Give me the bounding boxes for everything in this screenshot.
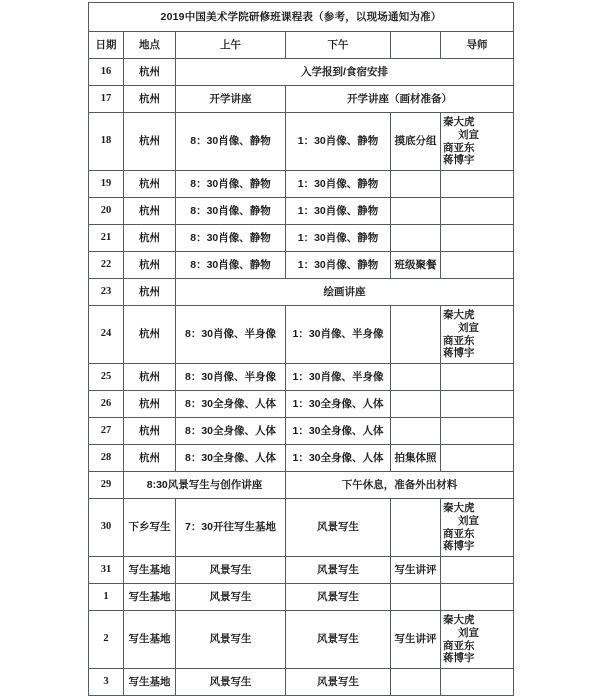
cell-morning: 8：30肖像、静物: [176, 113, 286, 171]
cell-teacher: [441, 364, 514, 391]
cell-teacher: [441, 252, 514, 279]
column-header-teacher: 导师: [441, 32, 514, 59]
teacher-name: 商亚东: [443, 527, 475, 540]
table-row: [89, 499, 514, 557]
cell-date: 23: [89, 279, 124, 306]
table-row: [89, 59, 514, 86]
cell-teacher: [441, 113, 514, 171]
teacher-name: 刘宣: [458, 321, 479, 334]
cell-date: 25: [89, 364, 124, 391]
cell-afternoon: 1：30肖像、静物: [286, 198, 391, 225]
cell-afternoon: 1：30肖像、静物: [286, 225, 391, 252]
teacher-name: 秦大虎: [443, 308, 475, 321]
cell-location: 写生基地: [124, 669, 176, 696]
cell-extra: [391, 584, 441, 611]
cell-afternoon: 1：30肖像、静物: [286, 113, 391, 171]
table-row: [89, 557, 514, 584]
column-header-extra: [391, 32, 441, 59]
cell-teacher: [441, 418, 514, 445]
cell-teacher: [441, 391, 514, 418]
cell-span-activity: 下午休息，准备外出材料: [286, 472, 514, 499]
table-row: [89, 86, 514, 113]
cell-location: 杭州: [124, 113, 176, 171]
cell-date: 26: [89, 391, 124, 418]
cell-extra: [391, 418, 441, 445]
cell-date: 16: [89, 59, 124, 86]
cell-location: 杭州: [124, 225, 176, 252]
table-row: [89, 225, 514, 252]
table-row: [89, 364, 514, 391]
cell-location: 杭州: [124, 171, 176, 198]
table-row: [89, 611, 514, 669]
teacher-name: 蒋博宇: [443, 154, 475, 167]
cell-morning: 8：30全身像、人体: [176, 391, 286, 418]
cell-extra: 班级聚餐: [391, 252, 441, 279]
cell-location: 杭州: [124, 445, 176, 472]
table-row: [89, 171, 514, 198]
cell-location: 杭州: [124, 198, 176, 225]
cell-date: 18: [89, 113, 124, 171]
page-title: 2019中国美术学院研修班课程表（参考，以现场通知为准）: [89, 3, 514, 32]
cell-date: 3: [89, 669, 124, 696]
cell-teacher: [441, 171, 514, 198]
cell-date: 22: [89, 252, 124, 279]
cell-afternoon: 1：30全身像、人体: [286, 391, 391, 418]
cell-date: 30: [89, 499, 124, 557]
column-header-afternoon: 下午: [286, 32, 391, 59]
cell-date: 19: [89, 171, 124, 198]
cell-date: 24: [89, 306, 124, 364]
cell-location: 下乡写生: [124, 499, 176, 557]
cell-date: 31: [89, 557, 124, 584]
table-row: [89, 669, 514, 696]
column-header-morning: 上午: [176, 32, 286, 59]
cell-teacher: [441, 198, 514, 225]
cell-date: 17: [89, 86, 124, 113]
table-row: [89, 113, 514, 171]
cell-extra: [391, 225, 441, 252]
cell-extra: [391, 364, 441, 391]
cell-teacher: [441, 557, 514, 584]
cell-location: 杭州: [124, 252, 176, 279]
cell-teacher: [441, 584, 514, 611]
cell-morning: 7：30开往写生基地: [176, 499, 286, 557]
teacher-name: 刘宣: [458, 128, 479, 141]
cell-morning: 风景写生: [176, 669, 286, 696]
cell-morning: 8：30肖像、静物: [176, 198, 286, 225]
cell-teacher: [441, 445, 514, 472]
cell-extra: [391, 391, 441, 418]
cell-date: 27: [89, 418, 124, 445]
table-row: [89, 198, 514, 225]
table-row: [89, 279, 514, 306]
teacher-name: 蒋博宇: [443, 347, 475, 360]
cell-teacher: [441, 499, 514, 557]
cell-morning: 开学讲座: [176, 86, 286, 113]
teacher-name: 蒋博宇: [443, 652, 475, 665]
table-row: [89, 306, 514, 364]
teacher-name: 秦大虎: [443, 501, 475, 514]
title-row: [89, 3, 514, 32]
cell-date: 1: [89, 584, 124, 611]
cell-extra: 写生讲评: [391, 557, 441, 584]
cell-location: 杭州: [124, 306, 176, 364]
cell-afternoon: 风景写生: [286, 611, 391, 669]
cell-extra: [391, 499, 441, 557]
cell-date: 2: [89, 611, 124, 669]
table-row: [89, 252, 514, 279]
table-row: [89, 472, 514, 499]
cell-afternoon: 风景写生: [286, 669, 391, 696]
teacher-name: 蒋博宇: [443, 540, 475, 553]
teacher-name: 秦大虎: [443, 115, 475, 128]
teacher-name: 刘宣: [458, 514, 479, 527]
cell-morning: 8：30肖像、半身像: [176, 364, 286, 391]
cell-afternoon: 1：30肖像、半身像: [286, 306, 391, 364]
cell-teacher: [441, 225, 514, 252]
cell-afternoon: 风景写生: [286, 584, 391, 611]
cell-morning: 8：30肖像、静物: [176, 225, 286, 252]
cell-afternoon: 1：30肖像、静物: [286, 252, 391, 279]
course-schedule-table: [88, 2, 514, 696]
cell-afternoon: 1：30肖像、静物: [286, 171, 391, 198]
cell-location: 写生基地: [124, 611, 176, 669]
cell-date: 29: [89, 472, 124, 499]
cell-morning: 风景写生: [176, 584, 286, 611]
cell-extra: [391, 306, 441, 364]
table-row: [89, 391, 514, 418]
cell-location: 杭州: [124, 86, 176, 113]
schedule-body: [89, 3, 514, 696]
column-header-location: 地点: [124, 32, 176, 59]
cell-afternoon: 风景写生: [286, 499, 391, 557]
cell-teacher: [441, 611, 514, 669]
cell-morning: 8：30肖像、静物: [176, 171, 286, 198]
cell-location: 写生基地: [124, 557, 176, 584]
cell-extra: 拍集体照: [391, 445, 441, 472]
cell-span-activity: 绘画讲座: [176, 279, 514, 306]
teacher-name: 刘宣: [458, 626, 479, 639]
cell-location: 杭州: [124, 418, 176, 445]
cell-extra: 写生讲评: [391, 611, 441, 669]
cell-location: 写生基地: [124, 584, 176, 611]
cell-afternoon: 1：30全身像、人体: [286, 445, 391, 472]
cell-date: 21: [89, 225, 124, 252]
cell-morning: 8：30全身像、人体: [176, 418, 286, 445]
table-row: [89, 445, 514, 472]
teacher-name-list: [443, 502, 511, 553]
cell-morning: 风景写生: [176, 611, 286, 669]
cell-teacher: [441, 306, 514, 364]
cell-afternoon: 1：30肖像、半身像: [286, 364, 391, 391]
cell-location: 杭州: [124, 279, 176, 306]
cell-morning: 8：30肖像、半身像: [176, 306, 286, 364]
cell-location: 杭州: [124, 59, 176, 86]
teacher-name: 商亚东: [443, 639, 475, 652]
cell-location: 杭州: [124, 364, 176, 391]
cell-morning: 8：30肖像、静物: [176, 252, 286, 279]
cell-extra: 摸底分组: [391, 113, 441, 171]
teacher-name-list: [443, 309, 511, 360]
teacher-name: 秦大虎: [443, 613, 475, 626]
teacher-name-list: [443, 614, 511, 665]
column-header-date: 日期: [89, 32, 124, 59]
cell-extra: [391, 669, 441, 696]
cell-date: 28: [89, 445, 124, 472]
header-row: [89, 32, 514, 59]
teacher-name: 商亚东: [443, 334, 475, 347]
teacher-name-list: [443, 116, 511, 167]
table-row: [89, 418, 514, 445]
cell-date: 20: [89, 198, 124, 225]
cell-afternoon: 1：30全身像、人体: [286, 418, 391, 445]
teacher-name: 商亚东: [443, 141, 475, 154]
cell-location: 杭州: [124, 391, 176, 418]
table-row: [89, 584, 514, 611]
cell-span-activity: 开学讲座（画材准备）: [286, 86, 514, 113]
cell-afternoon: 风景写生: [286, 557, 391, 584]
cell-extra: [391, 171, 441, 198]
cell-morning: 风景写生: [176, 557, 286, 584]
cell-lecture: 8:30风景写生与创作讲座: [124, 472, 286, 499]
cell-span-activity: 入学报到/食宿安排: [176, 59, 514, 86]
cell-teacher: [441, 669, 514, 696]
cell-extra: [391, 198, 441, 225]
cell-morning: 8：30全身像、人体: [176, 445, 286, 472]
